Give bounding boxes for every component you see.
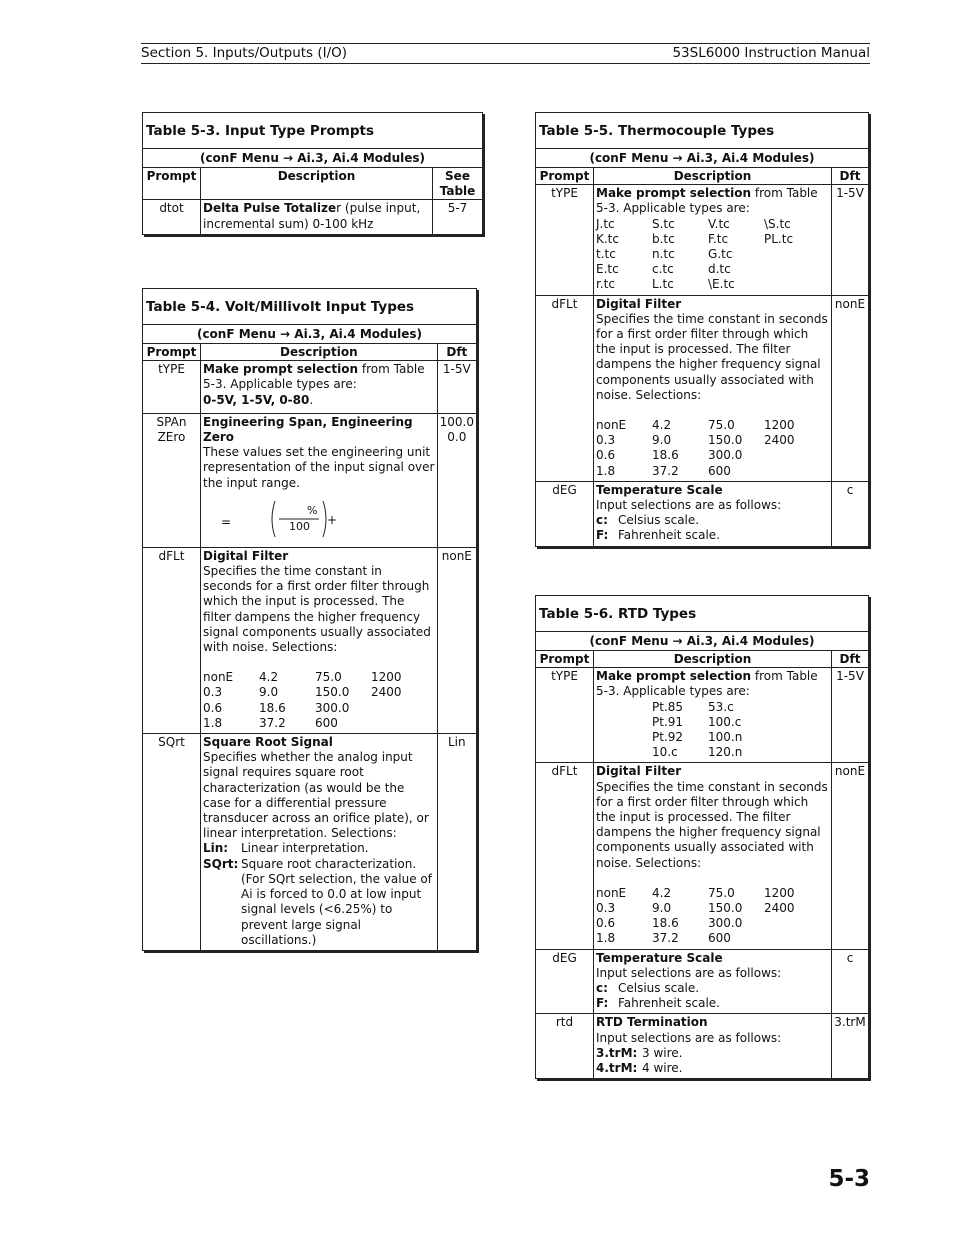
table-row [536, 185, 868, 295]
dft-cell: 1-5V [832, 668, 869, 763]
type-value: 10.c [652, 745, 678, 760]
table-row [143, 734, 476, 950]
selection-value: 0.6 [203, 700, 223, 715]
description-cell [594, 763, 832, 949]
description-text: Input selections are as follows: [596, 498, 782, 513]
description-cell [594, 1014, 832, 1078]
formula-denominator: 100 [289, 519, 310, 533]
selection-key: SQrt: [203, 856, 239, 871]
description-title: Make prompt selection [596, 186, 752, 201]
type-value: Pt.92 [652, 730, 684, 745]
selection-value: 37.2 [652, 931, 679, 946]
selection-key: c: [596, 513, 608, 528]
table-caption: Table 5-4. Volt/Millivolt Input Types [143, 289, 476, 325]
table-row [536, 295, 868, 481]
dft-cell: nonE [832, 763, 869, 949]
selection-value: 37.2 [652, 463, 679, 478]
selection-value: 9.0 [652, 901, 672, 916]
description-title: Digital Filter [203, 548, 289, 563]
table-row [536, 1014, 868, 1078]
selection-value [371, 716, 427, 731]
table-row [536, 668, 868, 763]
selection-value: 2400 [764, 901, 795, 916]
col-dft: Dft [437, 344, 476, 361]
table-row [536, 763, 868, 949]
selection-value: 2400 [371, 685, 402, 700]
selection-value: 1200 [764, 885, 795, 900]
selection-value: 9.0 [652, 433, 672, 448]
col-description: Description [201, 168, 433, 200]
dft-cell: 3.trM [832, 1014, 869, 1078]
selection-lin [203, 841, 435, 856]
dft-cell: nonE [437, 547, 476, 733]
selection-value: 600 [708, 463, 731, 478]
description-cell [594, 949, 832, 1014]
dft-cell: nonE [832, 295, 869, 481]
type-value: 53.c [708, 699, 734, 714]
dft-span: 100.0 [439, 414, 474, 429]
prompt-cell: rtd [536, 1014, 594, 1078]
selection-value: nonE [596, 885, 627, 900]
type-value: d.tc [708, 262, 731, 277]
selection-value: 150.0 [315, 685, 350, 700]
prompt-cell: tYPE [536, 668, 594, 763]
table-subheader: (conF Menu → Ai.3, Ai.4 Modules) [536, 149, 868, 168]
description-cell [201, 200, 433, 234]
description-title: Temperature Scale [596, 482, 723, 497]
selection-celsius [596, 513, 829, 528]
selection-value: 18.6 [652, 448, 679, 463]
type-value: S.tc [652, 216, 675, 231]
table-5-4 [142, 288, 477, 951]
selection-value: 1.8 [203, 715, 223, 730]
formula-plus: + [327, 512, 338, 527]
page-header [141, 43, 870, 64]
description-cell [201, 547, 438, 733]
description-text: Specifies the time constant in seconds for a first order filter through which the input is processed. The filter dampens the higher frequency signal components usually associated with noise. Selections: [596, 779, 828, 870]
manual-title: 53SL6000 Instruction Manual [672, 45, 870, 61]
type-value: \E.tc [708, 277, 735, 292]
selection-value: 300.0 [315, 700, 350, 715]
selection-value: 0.6 [596, 916, 616, 931]
type-value: 100.n [708, 730, 743, 745]
dft-cell: Lin [437, 734, 476, 950]
thermocouple-type-grid [596, 217, 829, 293]
selection-text: 3 wire. [642, 1045, 683, 1060]
selection-value: 75.0 [315, 670, 342, 685]
type-value: L.tc [652, 277, 674, 292]
prompt-cell: dFLt [536, 295, 594, 481]
formula-numerator: % [307, 503, 318, 517]
selection-key: 4.trM: [596, 1061, 638, 1076]
col-description: Description [594, 651, 832, 668]
prompt-span: SPAn [156, 414, 187, 429]
selection-value: 150.0 [708, 433, 743, 448]
type-value: E.tc [596, 262, 619, 277]
selection-key: F: [596, 528, 609, 543]
description-text: from Table 5-3. Applicable types are: [596, 669, 818, 699]
description-cell [594, 295, 832, 481]
selection-text: Fahrenheit scale. [618, 996, 720, 1011]
selection-grid [203, 670, 435, 731]
selection-sqrt [203, 857, 435, 948]
selection-3-wire [596, 1046, 829, 1061]
table-5-3 [142, 112, 483, 235]
prompt-cell: tYPE [536, 185, 594, 295]
table-row [143, 200, 482, 234]
type-value: c.tc [652, 262, 674, 277]
section-title: Section 5. Inputs/Outputs (I/O) [141, 45, 348, 61]
selection-value: 4.2 [259, 670, 279, 685]
description-title: Digital Filter [596, 296, 682, 311]
selection-value: 600 [708, 931, 731, 946]
selection-fahrenheit [596, 528, 829, 543]
type-value [764, 277, 820, 292]
description-cell [201, 734, 438, 950]
prompt-cell: dtot [143, 200, 201, 234]
col-prompt: Prompt [143, 344, 201, 361]
type-value: G.tc [708, 247, 733, 262]
type-value: n.tc [652, 247, 675, 262]
description-cell: Make prompt selection from Table 5-3. Applicable types are: 0-5V, 1-5V, 0-80. [201, 361, 438, 414]
dft-cell: c [832, 949, 869, 1014]
type-value: K.tc [596, 231, 619, 246]
selection-text: Linear interpretation. [241, 841, 369, 856]
description-text: Specifies the time constant in seconds for a first order filter through which the input is processed. The filter dampens the higher frequency signal components usually associated with noise. Selections: [203, 564, 431, 655]
description-cell [594, 481, 832, 545]
selection-key: 3.trM: [596, 1045, 638, 1060]
rtd-type-grid [596, 700, 829, 761]
selection-value: 0.3 [596, 433, 616, 448]
description-title: Square Root Signal [203, 735, 333, 750]
selection-value: 600 [315, 715, 338, 730]
table-subheader: (conF Menu → Ai.3, Ai.4 Modules) [143, 325, 476, 344]
selection-value: 0.6 [596, 448, 616, 463]
selection-value: 300.0 [708, 448, 743, 463]
prompt-cell: dEG [536, 949, 594, 1014]
selection-fahrenheit [596, 996, 829, 1011]
table-row [143, 361, 476, 414]
table-row [143, 413, 476, 547]
dft-cell [437, 413, 476, 547]
selection-value [764, 448, 820, 463]
description-text: These values set the engineering unit representation of the input signal over the input range. [203, 445, 435, 490]
col-prompt: Prompt [536, 168, 594, 185]
selection-text: Celsius scale. [618, 981, 700, 996]
type-value: r.tc [596, 277, 615, 292]
selection-value: nonE [203, 670, 234, 685]
type-value [764, 262, 820, 277]
selection-key: F: [596, 996, 609, 1011]
dft-cell: 1-5V [437, 361, 476, 414]
selection-value: 75.0 [708, 885, 735, 900]
prompt-cell: dFLt [143, 547, 201, 733]
selection-value: 4.2 [652, 885, 672, 900]
dft-cell: c [832, 481, 869, 545]
description-cell [594, 668, 832, 763]
selection-text: Celsius scale. [618, 513, 700, 528]
prompt-cell: tYPE [143, 361, 201, 414]
description-title: Engineering Span, Engineering Zero [203, 414, 413, 445]
selection-value [371, 701, 427, 716]
col-prompt: Prompt [143, 168, 201, 200]
selection-value [764, 916, 820, 931]
description-text: r (pulse input, incremental sum) 0-100 kHz [203, 201, 421, 231]
dft-zero: 0.0 [447, 430, 467, 445]
col-description: Description [594, 168, 832, 185]
description-text: Input selections are as follows: [596, 1030, 782, 1045]
col-prompt: Prompt [536, 651, 594, 668]
selection-text: Fahrenheit scale. [618, 528, 720, 543]
selection-key: Lin: [203, 841, 229, 856]
type-value: PL.tc [764, 231, 794, 246]
table-caption: Table 5-3. Input Type Prompts [143, 113, 482, 149]
selection-value: nonE [596, 418, 627, 433]
selection-value: 0.3 [596, 901, 616, 916]
selection-key: c: [596, 981, 608, 996]
selection-value: 300.0 [708, 916, 743, 931]
selection-value: 150.0 [708, 901, 743, 916]
description-text: Specifies the time constant in seconds for a first order filter through which the input is processed. The filter dampens the higher frequency signal components usually associated with noise. Selections: [596, 311, 828, 402]
selection-value: 1.8 [596, 463, 616, 478]
type-value: V.tc [708, 216, 730, 231]
selection-value: 1.8 [596, 931, 616, 946]
description-text: Input selections are as follows: [596, 965, 782, 980]
dft-cell: 1-5V [832, 185, 869, 295]
type-value: \S.tc [764, 216, 791, 231]
prompt-cell: dEG [536, 481, 594, 545]
description-title: Digital Filter [596, 764, 682, 779]
col-dft: Dft [832, 168, 869, 185]
description-title: RTD Termination [596, 1015, 708, 1030]
table-subheader: (conF Menu → Ai.3, Ai.4 Modules) [536, 632, 868, 651]
type-value: J.tc [596, 216, 615, 231]
description-cell [201, 413, 438, 547]
col-see-table: See Table [433, 168, 483, 200]
table-caption: Table 5-6. RTD Types [536, 596, 868, 632]
type-value [764, 247, 820, 262]
prompt-cell [143, 413, 201, 547]
selection-grid [596, 418, 829, 479]
prompt-cell: SQrt [143, 734, 201, 950]
table-row [143, 547, 476, 733]
description-title: Temperature Scale [596, 950, 723, 965]
type-value: b.tc [652, 231, 675, 246]
selection-value [764, 931, 820, 946]
col-dft: Dft [832, 651, 869, 668]
type-list: 0-5V, 1-5V, 0-80 [203, 392, 310, 407]
type-value: Pt.85 [652, 699, 684, 714]
selection-value: 9.0 [259, 685, 279, 700]
selection-value: 75.0 [708, 418, 735, 433]
selection-text: Square root characterization. (For SQrt selection, the value of Ai is forced to 0.0 at low input signal levels (<6.25%) to prevent large signal oscillations.) [241, 856, 432, 947]
selection-value: 18.6 [259, 700, 286, 715]
description-title: Make prompt selection [596, 669, 752, 684]
prompt-cell: dFLt [536, 763, 594, 949]
description-cell [594, 185, 832, 295]
selection-value: 0.3 [203, 685, 223, 700]
selection-text: 4 wire. [642, 1061, 683, 1076]
description-text: from Table 5-3. Applicable types are: [203, 362, 425, 392]
selection-4-wire [596, 1061, 829, 1076]
type-value: 100.c [708, 714, 742, 729]
prompt-zero: ZEro [157, 430, 186, 445]
table-5-6 [535, 595, 869, 1079]
type-value: Pt.91 [652, 714, 684, 729]
table-caption: Table 5-5. Thermocouple Types [536, 113, 868, 149]
see-cell: 5-7 [433, 200, 483, 234]
type-value: F.tc [708, 231, 729, 246]
col-description: Description [201, 344, 438, 361]
selection-value [764, 464, 820, 479]
formula-equals: = [221, 514, 232, 529]
table-row [536, 481, 868, 545]
selection-celsius [596, 981, 829, 996]
description-text: Specifies whether the analog input signal requires square root characterization (as would be the case for a differential pressure transducer across an orifice plate), or linear interpretation. Selections: [203, 750, 429, 841]
selection-value: 4.2 [652, 418, 672, 433]
table-5-5 [535, 112, 869, 547]
type-value: 120.n [708, 745, 743, 760]
type-value: t.tc [596, 247, 616, 262]
selection-value: 1200 [371, 670, 402, 685]
selection-grid [596, 886, 829, 947]
table-row [536, 949, 868, 1014]
table-subheader: (conF Menu → Ai.3, Ai.4 Modules) [143, 149, 482, 168]
selection-value: 2400 [764, 433, 795, 448]
scaling-formula [203, 491, 435, 545]
description-title: Make prompt selection [203, 362, 359, 377]
selection-value: 18.6 [652, 916, 679, 931]
description-title: Delta Pulse Totalize [203, 201, 337, 216]
description-text: from Table 5-3. Applicable types are: [596, 186, 818, 216]
page-number: 5-3 [828, 1166, 870, 1192]
selection-value: 1200 [764, 418, 795, 433]
selection-value: 37.2 [259, 715, 286, 730]
